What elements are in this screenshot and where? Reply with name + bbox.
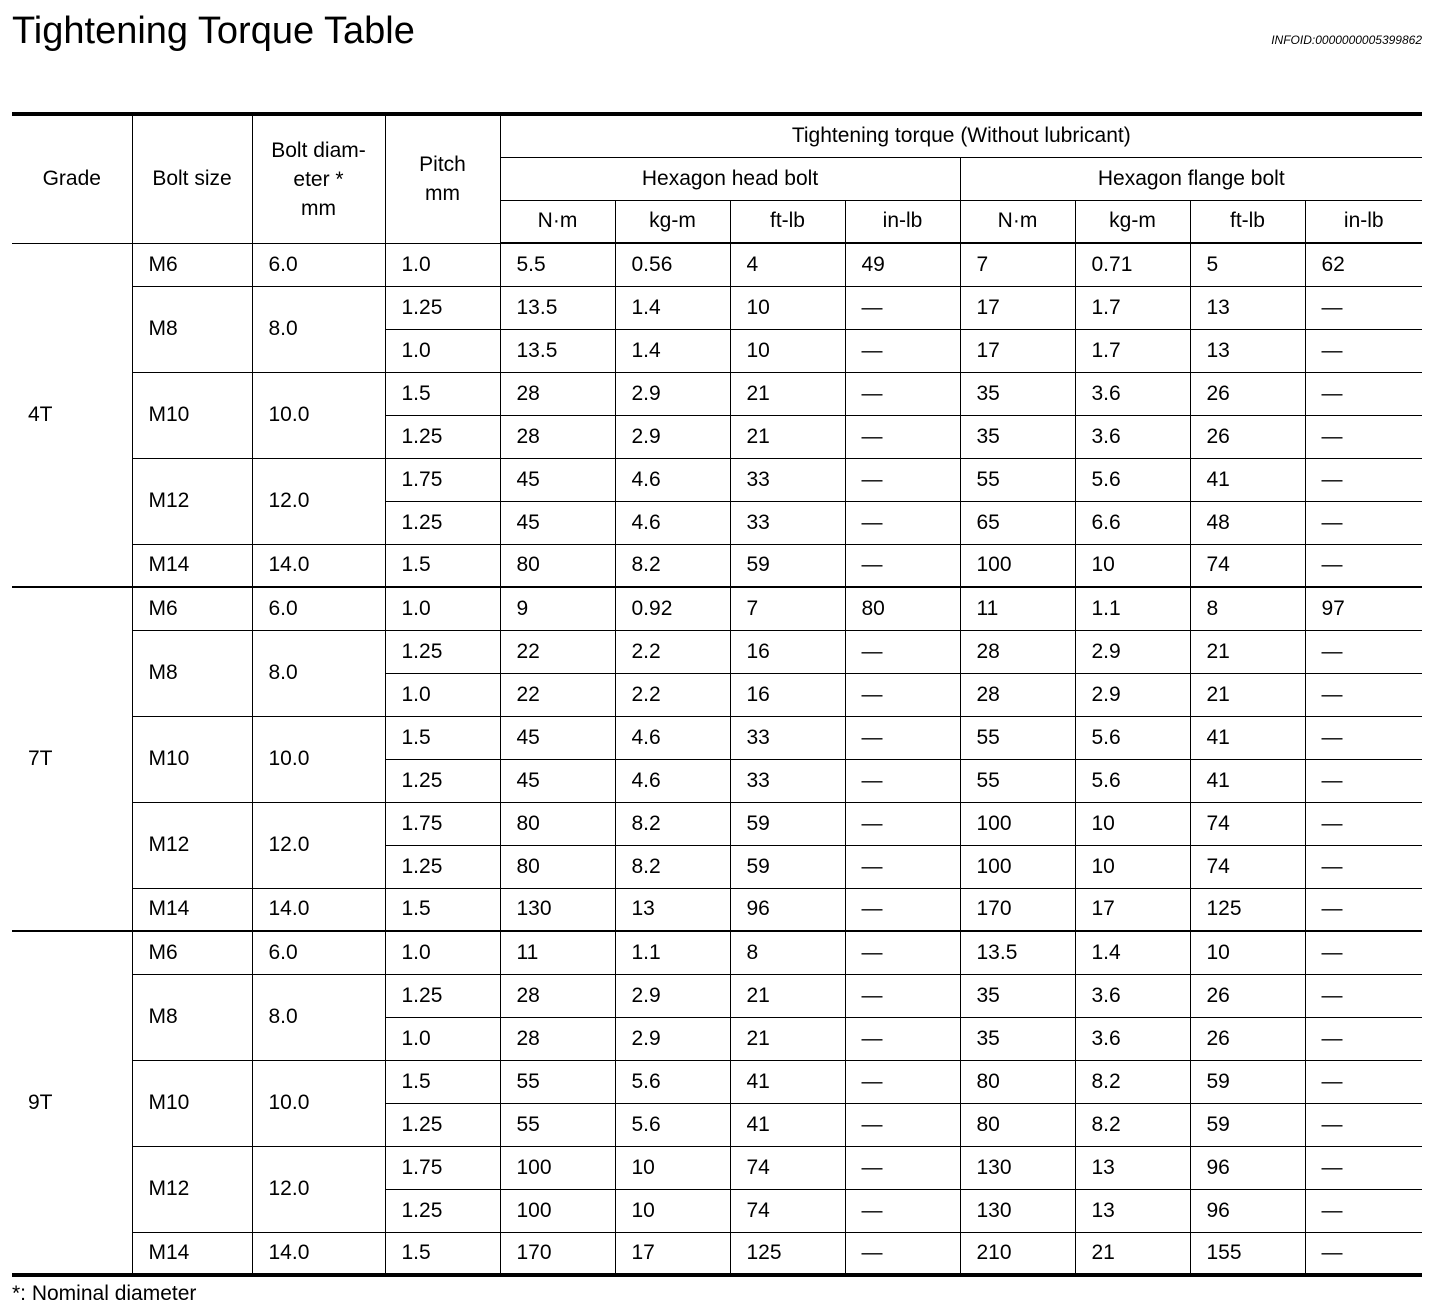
torque-value-cell: —: [845, 845, 960, 888]
torque-value-cell: 13: [1075, 1189, 1190, 1232]
torque-value-cell: 125: [730, 1232, 845, 1275]
torque-value-cell: 0.56: [615, 243, 730, 286]
torque-value-cell: 2.9: [1075, 630, 1190, 673]
torque-value-cell: 4.6: [615, 759, 730, 802]
torque-value-cell: 7: [730, 587, 845, 630]
table-row: [12, 1060, 1422, 1103]
torque-value-cell: 5: [1190, 243, 1305, 286]
torque-value-cell: 100: [960, 544, 1075, 587]
torque-value-cell: 8.2: [1075, 1060, 1190, 1103]
torque-value-cell: 1.1: [615, 931, 730, 974]
torque-value-cell: —: [1305, 544, 1422, 587]
torque-value-cell: 48: [1190, 501, 1305, 544]
torque-value-cell: 96: [1190, 1146, 1305, 1189]
torque-value-cell: 80: [845, 587, 960, 630]
bolt-size-cell: M10: [132, 372, 252, 458]
torque-value-cell: 8.2: [615, 802, 730, 845]
torque-value-cell: —: [1305, 501, 1422, 544]
torque-value-cell: 210: [960, 1232, 1075, 1275]
torque-value-cell: 130: [960, 1146, 1075, 1189]
torque-value-cell: 5.5: [500, 243, 615, 286]
torque-value-cell: 21: [730, 974, 845, 1017]
torque-value-cell: —: [1305, 1103, 1422, 1146]
torque-value-cell: 2.9: [615, 372, 730, 415]
torque-table: [12, 112, 1422, 1277]
torque-value-cell: 74: [1190, 544, 1305, 587]
torque-value-cell: 8: [730, 931, 845, 974]
torque-value-cell: 41: [1190, 458, 1305, 501]
torque-value-cell: 80: [500, 544, 615, 587]
torque-value-cell: 35: [960, 1017, 1075, 1060]
torque-value-cell: 13: [1075, 1146, 1190, 1189]
bolt-size-cell: M10: [132, 716, 252, 802]
torque-value-cell: 130: [960, 1189, 1075, 1232]
torque-value-cell: —: [1305, 372, 1422, 415]
torque-value-cell: 33: [730, 501, 845, 544]
torque-value-cell: 74: [730, 1146, 845, 1189]
torque-value-cell: —: [1305, 329, 1422, 372]
torque-value-cell: —: [845, 1103, 960, 1146]
torque-value-cell: —: [845, 286, 960, 329]
pitch-cell: 1.75: [385, 802, 500, 845]
torque-value-cell: 3.6: [1075, 372, 1190, 415]
torque-value-cell: 17: [960, 286, 1075, 329]
torque-value-cell: 28: [960, 630, 1075, 673]
torque-value-cell: —: [1305, 1146, 1422, 1189]
grade-cell: 4T: [12, 243, 132, 587]
pitch-cell: 1.5: [385, 544, 500, 587]
torque-value-cell: —: [1305, 759, 1422, 802]
torque-value-cell: 13: [1190, 286, 1305, 329]
torque-value-cell: —: [845, 1060, 960, 1103]
torque-value-cell: 28: [500, 974, 615, 1017]
torque-value-cell: 26: [1190, 974, 1305, 1017]
torque-value-cell: 33: [730, 759, 845, 802]
torque-value-cell: 45: [500, 716, 615, 759]
torque-value-cell: 8.2: [615, 845, 730, 888]
torque-value-cell: 6.6: [1075, 501, 1190, 544]
torque-value-cell: 10: [615, 1189, 730, 1232]
torque-value-cell: 80: [960, 1103, 1075, 1146]
torque-value-cell: 10: [615, 1146, 730, 1189]
pitch-cell: 1.25: [385, 1103, 500, 1146]
pitch-cell: 1.0: [385, 1017, 500, 1060]
pitch-cell: 1.0: [385, 587, 500, 630]
torque-value-cell: 170: [500, 1232, 615, 1275]
torque-value-cell: 35: [960, 974, 1075, 1017]
torque-value-cell: —: [1305, 802, 1422, 845]
torque-value-cell: 80: [500, 845, 615, 888]
torque-value-cell: 2.9: [615, 1017, 730, 1060]
header-unit: N·m: [960, 200, 1075, 243]
pitch-cell: 1.25: [385, 630, 500, 673]
torque-value-cell: 5.6: [1075, 716, 1190, 759]
torque-value-cell: 0.92: [615, 587, 730, 630]
torque-value-cell: 45: [500, 759, 615, 802]
torque-value-cell: 59: [730, 802, 845, 845]
torque-value-cell: 55: [500, 1103, 615, 1146]
pitch-cell: 1.75: [385, 1146, 500, 1189]
torque-value-cell: 2.2: [615, 673, 730, 716]
bolt-diameter-cell: 10.0: [252, 1060, 385, 1146]
torque-value-cell: 5.6: [1075, 458, 1190, 501]
torque-value-cell: 21: [730, 415, 845, 458]
torque-value-cell: 4.6: [615, 458, 730, 501]
bolt-diameter-cell: 8.0: [252, 630, 385, 716]
header-bolt-size: Bolt size: [132, 114, 252, 243]
header-unit: kg-m: [615, 200, 730, 243]
bolt-size-cell: M12: [132, 802, 252, 888]
torque-value-cell: 125: [1190, 888, 1305, 931]
torque-value-cell: 45: [500, 501, 615, 544]
torque-value-cell: 41: [1190, 716, 1305, 759]
torque-value-cell: —: [1305, 1189, 1422, 1232]
bolt-size-cell: M14: [132, 1232, 252, 1275]
torque-value-cell: —: [845, 1017, 960, 1060]
table-row: [12, 931, 1422, 974]
torque-value-cell: 130: [500, 888, 615, 931]
torque-value-cell: 22: [500, 630, 615, 673]
bolt-size-cell: M14: [132, 888, 252, 931]
torque-value-cell: —: [845, 1232, 960, 1275]
torque-value-cell: 8.2: [1075, 1103, 1190, 1146]
torque-value-cell: 59: [1190, 1060, 1305, 1103]
footnote: *: Nominal diameter: [12, 1282, 197, 1305]
pitch-cell: 1.0: [385, 329, 500, 372]
torque-value-cell: 41: [730, 1103, 845, 1146]
torque-value-cell: 59: [730, 544, 845, 587]
torque-value-cell: —: [1305, 673, 1422, 716]
pitch-cell: 1.5: [385, 1232, 500, 1275]
torque-value-cell: 35: [960, 415, 1075, 458]
torque-value-cell: —: [845, 931, 960, 974]
torque-value-cell: 2.9: [1075, 673, 1190, 716]
torque-value-cell: 8: [1190, 587, 1305, 630]
pitch-cell: 1.25: [385, 501, 500, 544]
bolt-diameter-cell: 6.0: [252, 243, 385, 286]
torque-value-cell: 13.5: [960, 931, 1075, 974]
pitch-cell: 1.25: [385, 286, 500, 329]
torque-value-cell: 21: [1190, 630, 1305, 673]
torque-value-cell: 17: [1075, 888, 1190, 931]
torque-value-cell: 28: [500, 1017, 615, 1060]
torque-value-cell: 16: [730, 630, 845, 673]
torque-value-cell: 33: [730, 716, 845, 759]
header-unit: ft-lb: [1190, 200, 1305, 243]
torque-value-cell: —: [845, 372, 960, 415]
torque-value-cell: —: [845, 673, 960, 716]
torque-value-cell: 74: [730, 1189, 845, 1232]
torque-value-cell: —: [1305, 1017, 1422, 1060]
torque-value-cell: 55: [960, 759, 1075, 802]
torque-value-cell: 1.4: [1075, 931, 1190, 974]
torque-value-cell: 1.7: [1075, 329, 1190, 372]
table-row: [12, 802, 1422, 845]
bolt-diameter-cell: 10.0: [252, 372, 385, 458]
torque-value-cell: 7: [960, 243, 1075, 286]
torque-value-cell: 21: [730, 372, 845, 415]
torque-value-cell: 10: [1075, 544, 1190, 587]
bolt-diameter-cell: 14.0: [252, 544, 385, 587]
torque-value-cell: 17: [960, 329, 1075, 372]
pitch-cell: 1.75: [385, 458, 500, 501]
pitch-cell: 1.0: [385, 673, 500, 716]
bolt-diameter-cell: 14.0: [252, 888, 385, 931]
table-row: [12, 372, 1422, 415]
table-row: [12, 888, 1422, 931]
bolt-size-cell: M8: [132, 630, 252, 716]
torque-value-cell: 155: [1190, 1232, 1305, 1275]
torque-value-cell: 35: [960, 372, 1075, 415]
table-row: [12, 630, 1422, 673]
torque-value-cell: 10: [730, 329, 845, 372]
torque-value-cell: 10: [1190, 931, 1305, 974]
torque-value-cell: —: [1305, 1060, 1422, 1103]
torque-value-cell: 74: [1190, 802, 1305, 845]
bolt-diameter-cell: 12.0: [252, 458, 385, 544]
torque-value-cell: —: [1305, 630, 1422, 673]
torque-value-cell: —: [845, 1146, 960, 1189]
pitch-cell: 1.5: [385, 888, 500, 931]
bolt-diameter-cell: 8.0: [252, 974, 385, 1060]
table-row: [12, 243, 1422, 286]
torque-value-cell: 1.4: [615, 329, 730, 372]
torque-value-cell: 1.1: [1075, 587, 1190, 630]
torque-value-cell: 33: [730, 458, 845, 501]
torque-value-cell: 4.6: [615, 501, 730, 544]
pitch-cell: 1.25: [385, 759, 500, 802]
header-grade: Grade: [12, 114, 132, 243]
torque-value-cell: 62: [1305, 243, 1422, 286]
torque-value-cell: 65: [960, 501, 1075, 544]
torque-value-cell: 55: [960, 458, 1075, 501]
header-unit: in-lb: [845, 200, 960, 243]
torque-value-cell: —: [845, 759, 960, 802]
pitch-cell: 1.25: [385, 845, 500, 888]
torque-value-cell: 80: [960, 1060, 1075, 1103]
header-unit: N·m: [500, 200, 615, 243]
torque-value-cell: 41: [730, 1060, 845, 1103]
torque-value-cell: 9: [500, 587, 615, 630]
torque-value-cell: 55: [500, 1060, 615, 1103]
torque-value-cell: 49: [845, 243, 960, 286]
torque-value-cell: —: [1305, 458, 1422, 501]
bolt-size-cell: M12: [132, 1146, 252, 1232]
torque-value-cell: —: [845, 716, 960, 759]
table-row: [12, 716, 1422, 759]
torque-value-cell: —: [845, 544, 960, 587]
torque-value-cell: —: [1305, 974, 1422, 1017]
bolt-diameter-cell: 14.0: [252, 1232, 385, 1275]
torque-value-cell: 21: [1075, 1232, 1190, 1275]
pitch-cell: 1.25: [385, 1189, 500, 1232]
grade-cell: 9T: [12, 931, 132, 1275]
pitch-cell: 1.0: [385, 243, 500, 286]
info-id: INFOID:0000000005399862: [1271, 33, 1422, 47]
torque-value-cell: 4.6: [615, 716, 730, 759]
torque-value-cell: —: [845, 501, 960, 544]
torque-value-cell: 11: [960, 587, 1075, 630]
table-row: [12, 587, 1422, 630]
header-unit: in-lb: [1305, 200, 1422, 243]
torque-value-cell: 3.6: [1075, 415, 1190, 458]
table-row: [12, 458, 1422, 501]
torque-value-cell: 13: [615, 888, 730, 931]
table-header: [12, 114, 1422, 243]
torque-value-cell: 3.6: [1075, 1017, 1190, 1060]
bolt-size-cell: M8: [132, 974, 252, 1060]
torque-value-cell: 0.71: [1075, 243, 1190, 286]
bolt-size-cell: M8: [132, 286, 252, 372]
header-pitch: Pitch mm: [385, 114, 500, 243]
torque-value-cell: —: [1305, 286, 1422, 329]
bolt-diameter-cell: 12.0: [252, 1146, 385, 1232]
torque-value-cell: 100: [960, 845, 1075, 888]
torque-value-cell: —: [845, 1189, 960, 1232]
pitch-cell: 1.0: [385, 931, 500, 974]
torque-value-cell: 16: [730, 673, 845, 716]
torque-value-cell: 5.6: [615, 1103, 730, 1146]
pitch-cell: 1.5: [385, 1060, 500, 1103]
torque-value-cell: 3.6: [1075, 974, 1190, 1017]
header-hexagon-flange-bolt: Hexagon flange bolt: [960, 157, 1422, 200]
torque-value-cell: —: [1305, 931, 1422, 974]
torque-value-cell: 11: [500, 931, 615, 974]
torque-value-cell: —: [1305, 1232, 1422, 1275]
table-row: [12, 544, 1422, 587]
torque-value-cell: 28: [960, 673, 1075, 716]
pitch-cell: 1.5: [385, 372, 500, 415]
torque-value-cell: —: [1305, 845, 1422, 888]
torque-value-cell: 28: [500, 372, 615, 415]
torque-value-cell: 22: [500, 673, 615, 716]
bolt-size-cell: M6: [132, 243, 252, 286]
header-bolt-diameter: Bolt diam- eter * mm: [252, 114, 385, 243]
torque-value-cell: 45: [500, 458, 615, 501]
torque-value-cell: 26: [1190, 1017, 1305, 1060]
bolt-size-cell: M12: [132, 458, 252, 544]
torque-value-cell: 2.2: [615, 630, 730, 673]
torque-value-cell: 10: [1075, 802, 1190, 845]
torque-value-cell: 100: [500, 1146, 615, 1189]
torque-value-cell: 10: [730, 286, 845, 329]
torque-value-cell: —: [1305, 888, 1422, 931]
torque-value-cell: 4: [730, 243, 845, 286]
torque-value-cell: —: [1305, 716, 1422, 759]
header-hexagon-head-bolt: Hexagon head bolt: [500, 157, 960, 200]
torque-value-cell: 10: [1075, 845, 1190, 888]
torque-value-cell: 2.9: [615, 415, 730, 458]
torque-value-cell: 26: [1190, 415, 1305, 458]
torque-value-cell: 13.5: [500, 286, 615, 329]
torque-value-cell: 13: [1190, 329, 1305, 372]
torque-value-cell: 96: [730, 888, 845, 931]
torque-value-cell: 170: [960, 888, 1075, 931]
table-row: [12, 1146, 1422, 1189]
torque-value-cell: —: [845, 802, 960, 845]
torque-value-cell: 21: [1190, 673, 1305, 716]
torque-value-cell: 21: [730, 1017, 845, 1060]
grade-cell: 7T: [12, 587, 132, 931]
torque-value-cell: 59: [730, 845, 845, 888]
torque-value-cell: 41: [1190, 759, 1305, 802]
torque-value-cell: 26: [1190, 372, 1305, 415]
torque-value-cell: —: [845, 630, 960, 673]
torque-value-cell: 97: [1305, 587, 1422, 630]
bolt-size-cell: M6: [132, 587, 252, 630]
torque-value-cell: 1.7: [1075, 286, 1190, 329]
torque-value-cell: 100: [500, 1189, 615, 1232]
torque-value-cell: 96: [1190, 1189, 1305, 1232]
torque-value-cell: —: [845, 458, 960, 501]
torque-value-cell: 55: [960, 716, 1075, 759]
torque-value-cell: 5.6: [615, 1060, 730, 1103]
torque-value-cell: 13.5: [500, 329, 615, 372]
table-row: [12, 1232, 1422, 1275]
torque-value-cell: 80: [500, 802, 615, 845]
bolt-size-cell: M14: [132, 544, 252, 587]
torque-value-cell: 2.9: [615, 974, 730, 1017]
torque-value-cell: —: [845, 415, 960, 458]
page-title: Tightening Torque Table: [12, 10, 415, 52]
pitch-cell: 1.25: [385, 974, 500, 1017]
header-torque-group: Tightening torque (Without lubricant): [500, 114, 1422, 157]
torque-value-cell: —: [845, 888, 960, 931]
bolt-diameter-cell: 10.0: [252, 716, 385, 802]
table-row: [12, 286, 1422, 329]
bolt-diameter-cell: 8.0: [252, 286, 385, 372]
pitch-cell: 1.5: [385, 716, 500, 759]
header-unit: kg-m: [1075, 200, 1190, 243]
torque-value-cell: 17: [615, 1232, 730, 1275]
table-row: [12, 974, 1422, 1017]
torque-value-cell: 5.6: [1075, 759, 1190, 802]
torque-value-cell: 1.4: [615, 286, 730, 329]
header-unit: ft-lb: [730, 200, 845, 243]
bolt-size-cell: M6: [132, 931, 252, 974]
torque-value-cell: 28: [500, 415, 615, 458]
bolt-diameter-cell: 6.0: [252, 587, 385, 630]
bolt-diameter-cell: 6.0: [252, 931, 385, 974]
torque-value-cell: —: [845, 329, 960, 372]
torque-value-cell: —: [845, 974, 960, 1017]
torque-value-cell: 100: [960, 802, 1075, 845]
pitch-cell: 1.25: [385, 415, 500, 458]
torque-value-cell: 74: [1190, 845, 1305, 888]
torque-value-cell: 59: [1190, 1103, 1305, 1146]
bolt-size-cell: M10: [132, 1060, 252, 1146]
bolt-diameter-cell: 12.0: [252, 802, 385, 888]
torque-value-cell: —: [1305, 415, 1422, 458]
torque-value-cell: 8.2: [615, 544, 730, 587]
table-body: [12, 243, 1422, 1275]
